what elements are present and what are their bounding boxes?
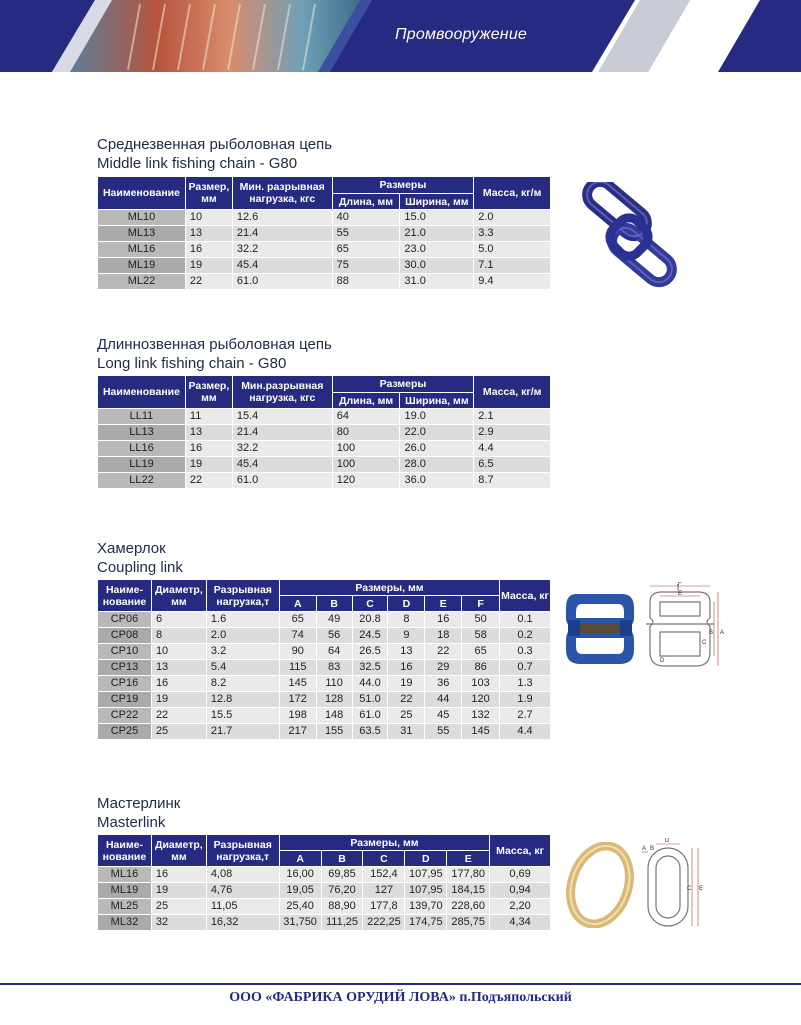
row-name-cell: ML19 <box>98 883 152 899</box>
title-en: Long link fishing chain - G80 <box>97 355 287 372</box>
col-c: C <box>363 851 405 867</box>
row-name-cell: ML25 <box>98 899 152 915</box>
table-cell: 63.5 <box>352 724 388 740</box>
table-cell: 16 <box>185 242 232 258</box>
col-c: C <box>352 596 388 612</box>
row-name-cell: ML16 <box>98 867 152 883</box>
diagram-label-c: C <box>702 640 707 646</box>
table-cell: 22 <box>185 473 232 489</box>
diagram-label-e: E <box>678 591 683 597</box>
table-row <box>98 425 551 441</box>
table-cell: 2,20 <box>490 899 551 915</box>
table-cell: 16 <box>151 867 206 883</box>
title-ru: Хамерлок <box>97 540 166 557</box>
table-cell: 19 <box>185 258 232 274</box>
table-cell: 2.1 <box>474 409 551 425</box>
row-name-cell: CP06 <box>98 612 152 628</box>
table-cell: 12.6 <box>232 210 332 226</box>
table-cell: 15.0 <box>400 210 474 226</box>
table-cell: 25 <box>151 899 206 915</box>
table-cell: 6 <box>151 612 206 628</box>
col-load: Мин. разрывная нагрузка, кгс <box>232 177 332 210</box>
middle-chain-table <box>97 176 551 290</box>
table-cell: 8 <box>388 612 425 628</box>
table-cell: 21.4 <box>232 425 332 441</box>
table-cell: 0.1 <box>500 612 551 628</box>
table-cell: 61.0 <box>352 708 388 724</box>
row-name-cell: ML19 <box>98 258 186 274</box>
table-cell: 132 <box>462 708 500 724</box>
title-ru: Среднезвенная рыболовная цепь <box>97 136 333 153</box>
table-cell: 100 <box>332 441 400 457</box>
row-name-cell: LL19 <box>98 457 186 473</box>
table-row <box>98 628 551 644</box>
table-cell: 16 <box>185 441 232 457</box>
col-name: Наиме-нование <box>98 580 152 612</box>
table-row <box>98 473 551 489</box>
table-row <box>98 867 551 883</box>
table-row <box>98 226 551 242</box>
table-cell: 217 <box>279 724 316 740</box>
diagram-label-e: E <box>699 886 704 892</box>
table-cell: 21.7 <box>206 724 279 740</box>
table-row <box>98 242 551 258</box>
col-dims: Размеры <box>332 177 474 194</box>
table-cell: 4,76 <box>206 883 279 899</box>
footer-divider <box>0 983 801 985</box>
table-cell: 80 <box>332 425 400 441</box>
title-en: Masterlink <box>97 814 166 831</box>
table-cell: 21.0 <box>400 226 474 242</box>
table-cell: 0,69 <box>490 867 551 883</box>
table-cell: 9 <box>388 628 425 644</box>
table-cell: 56 <box>316 628 352 644</box>
table-cell: 19.0 <box>400 409 474 425</box>
table-cell: 75 <box>332 258 400 274</box>
table-cell: 15.4 <box>232 409 332 425</box>
table-cell: 2.9 <box>474 425 551 441</box>
col-name: Наименование <box>98 376 186 409</box>
table-cell: 152,4 <box>363 867 405 883</box>
table-cell: 50 <box>462 612 500 628</box>
col-name: Наименование <box>98 177 186 210</box>
col-e: E <box>425 596 462 612</box>
table-cell: 13 <box>151 660 206 676</box>
table-cell: 32.2 <box>232 242 332 258</box>
row-name-cell: LL11 <box>98 409 186 425</box>
table-cell: 4,08 <box>206 867 279 883</box>
col-width: Ширина, мм <box>400 393 474 409</box>
table-cell: 51.0 <box>352 692 388 708</box>
diagram-label-d: D <box>665 838 670 844</box>
table-cell: 7.1 <box>474 258 551 274</box>
table-cell: 88,90 <box>321 899 363 915</box>
table-cell: 145 <box>279 676 316 692</box>
col-a: A <box>279 851 321 867</box>
table-cell: 172 <box>279 692 316 708</box>
table-cell: 55 <box>332 226 400 242</box>
table-cell: 127 <box>363 883 405 899</box>
table-cell: 8 <box>151 628 206 644</box>
table-cell: 55 <box>425 724 462 740</box>
table-cell: 20.8 <box>352 612 388 628</box>
table-cell: 64 <box>332 409 400 425</box>
col-a: A <box>279 596 316 612</box>
table-row <box>98 409 551 425</box>
table-row <box>98 612 551 628</box>
table-cell: 16 <box>425 612 462 628</box>
row-name-cell: ML16 <box>98 242 186 258</box>
table-cell: 26.0 <box>400 441 474 457</box>
table-cell: 110 <box>316 676 352 692</box>
col-length: Длина, мм <box>332 194 400 210</box>
table-cell: 1.9 <box>500 692 551 708</box>
table-cell: 90 <box>279 644 316 660</box>
table-row <box>98 274 551 290</box>
table-cell: 45.4 <box>232 457 332 473</box>
col-mass: Масса, кг <box>500 580 551 612</box>
table-cell: 2.7 <box>500 708 551 724</box>
row-name-cell: ML32 <box>98 915 152 931</box>
table-cell: 4,34 <box>490 915 551 931</box>
table-cell: 22 <box>185 274 232 290</box>
table-cell: 15.5 <box>206 708 279 724</box>
table-cell: 31 <box>388 724 425 740</box>
table-cell: 3.3 <box>474 226 551 242</box>
col-diam: Диаметр, мм <box>151 835 206 867</box>
table-cell: 36 <box>425 676 462 692</box>
table-cell: 22 <box>388 692 425 708</box>
table-cell: 3.2 <box>206 644 279 660</box>
table-cell: 120 <box>462 692 500 708</box>
table-cell: 103 <box>462 676 500 692</box>
table-cell: 5.0 <box>474 242 551 258</box>
header-banner <box>0 0 801 72</box>
middle-chain-title <box>97 135 332 173</box>
table-cell: 32 <box>151 915 206 931</box>
table-cell: 120 <box>332 473 400 489</box>
table-row <box>98 692 551 708</box>
table-cell: 16,32 <box>206 915 279 931</box>
row-name-cell: CP08 <box>98 628 152 644</box>
title-ru: Длиннозвенная рыболовная цепь <box>97 336 332 353</box>
table-cell: 13 <box>185 226 232 242</box>
table-cell: 0.7 <box>500 660 551 676</box>
col-mass: Масса, кг/м <box>474 376 551 409</box>
title-en: Middle link fishing chain - G80 <box>97 155 298 172</box>
col-dims: Размеры <box>332 376 474 393</box>
table-row <box>98 457 551 473</box>
col-dims: Размеры, мм <box>279 580 499 596</box>
diagram-label-b: B <box>709 630 714 636</box>
footer-company: ООО «ФАБРИКА ОРУДИЙ ЛОВА» п.Подъяпольский <box>229 990 572 1005</box>
masterlink-image <box>566 842 634 933</box>
table-cell: 26.5 <box>352 644 388 660</box>
table-row <box>98 210 551 226</box>
middle-chain-image <box>572 182 687 297</box>
row-name-cell: LL22 <box>98 473 186 489</box>
col-b: B <box>316 596 352 612</box>
masterlink-title <box>97 794 180 832</box>
diagram-label-a: A <box>720 630 725 636</box>
table-cell: 88 <box>332 274 400 290</box>
table-cell: 1.6 <box>206 612 279 628</box>
table-cell: 11,05 <box>206 899 279 915</box>
table-cell: 100 <box>332 457 400 473</box>
row-name-cell: CP13 <box>98 660 152 676</box>
col-d: D <box>388 596 425 612</box>
table-cell: 16 <box>151 676 206 692</box>
col-f: F <box>462 596 500 612</box>
table-cell: 32.2 <box>232 441 332 457</box>
diagram-label-f: F <box>678 582 682 587</box>
table-row <box>98 708 551 724</box>
masterlink-diagram <box>640 838 705 935</box>
table-cell: 65 <box>279 612 316 628</box>
table-cell: 21.4 <box>232 226 332 242</box>
table-cell: 28.0 <box>400 457 474 473</box>
table-cell: 139,70 <box>405 899 447 915</box>
table-cell: 61.0 <box>232 274 332 290</box>
table-cell: 65 <box>332 242 400 258</box>
table-cell: 40 <box>332 210 400 226</box>
table-cell: 45 <box>425 708 462 724</box>
table-cell: 49 <box>316 612 352 628</box>
diagram-label-a: A <box>642 846 647 852</box>
table-cell: 228,60 <box>447 899 490 915</box>
table-cell: 2.0 <box>474 210 551 226</box>
title-ru: Мастерлинк <box>97 795 181 812</box>
table-cell: 25 <box>151 724 206 740</box>
diagram-label-d: D <box>660 658 665 664</box>
table-cell: 36.0 <box>400 473 474 489</box>
row-name-cell: ML10 <box>98 210 186 226</box>
table-cell: 45.4 <box>232 258 332 274</box>
masterlink-table <box>97 834 551 931</box>
table-cell: 128 <box>316 692 352 708</box>
table-row <box>98 644 551 660</box>
col-dims: Размеры, мм <box>279 835 490 851</box>
table-cell: 86 <box>462 660 500 676</box>
table-cell: 19 <box>185 457 232 473</box>
col-d: D <box>405 851 447 867</box>
table-cell: 22 <box>425 644 462 660</box>
table-cell: 8.2 <box>206 676 279 692</box>
table-cell: 19 <box>151 692 206 708</box>
table-row <box>98 441 551 457</box>
table-cell: 177,8 <box>363 899 405 915</box>
long-chain-title <box>97 335 332 373</box>
col-size: Размер, мм <box>185 376 232 409</box>
table-cell: 61.0 <box>232 473 332 489</box>
table-cell: 25 <box>388 708 425 724</box>
table-cell: 0,94 <box>490 883 551 899</box>
row-name-cell: CP25 <box>98 724 152 740</box>
table-cell: 29 <box>425 660 462 676</box>
table-row <box>98 258 551 274</box>
row-name-cell: CP19 <box>98 692 152 708</box>
table-cell: 145 <box>462 724 500 740</box>
table-cell: 4.4 <box>474 441 551 457</box>
table-cell: 16,00 <box>279 867 321 883</box>
col-mass: Масса, кг/м <box>474 177 551 210</box>
table-cell: 19 <box>388 676 425 692</box>
table-cell: 111,25 <box>321 915 363 931</box>
table-cell: 19 <box>151 883 206 899</box>
table-cell: 285,75 <box>447 915 490 931</box>
long-chain-table <box>97 375 551 489</box>
table-row <box>98 883 551 899</box>
table-row <box>98 660 551 676</box>
table-cell: 16 <box>388 660 425 676</box>
table-cell: 107,95 <box>405 883 447 899</box>
table-cell: 10 <box>151 644 206 660</box>
row-name-cell: LL13 <box>98 425 186 441</box>
col-length: Длина, мм <box>332 393 400 409</box>
row-name-cell: LL16 <box>98 441 186 457</box>
table-row <box>98 915 551 931</box>
table-cell: 13 <box>388 644 425 660</box>
table-cell: 23.0 <box>400 242 474 258</box>
table-cell: 19,05 <box>279 883 321 899</box>
table-cell: 107,95 <box>405 867 447 883</box>
table-cell: 24.5 <box>352 628 388 644</box>
diagram-label-c: C <box>687 886 692 892</box>
row-name-cell: ML13 <box>98 226 186 242</box>
table-cell: 174,75 <box>405 915 447 931</box>
col-diam: Диаметр, мм <box>151 580 206 612</box>
table-row <box>98 899 551 915</box>
table-cell: 83 <box>316 660 352 676</box>
col-mass: Масса, кг <box>490 835 551 867</box>
col-width: Ширина, мм <box>400 194 474 210</box>
table-cell: 4.4 <box>500 724 551 740</box>
table-cell: 13 <box>185 425 232 441</box>
table-cell: 12.8 <box>206 692 279 708</box>
table-cell: 30.0 <box>400 258 474 274</box>
table-cell: 22.0 <box>400 425 474 441</box>
col-e: E <box>447 851 490 867</box>
table-cell: 198 <box>279 708 316 724</box>
table-cell: 18 <box>425 628 462 644</box>
table-cell: 222,25 <box>363 915 405 931</box>
table-cell: 8.7 <box>474 473 551 489</box>
table-cell: 44 <box>425 692 462 708</box>
table-cell: 31,750 <box>279 915 321 931</box>
table-cell: 5.4 <box>206 660 279 676</box>
col-load: Мин.разрывная нагрузка, кгс <box>232 376 332 409</box>
table-cell: 0.3 <box>500 644 551 660</box>
table-cell: 1.3 <box>500 676 551 692</box>
table-cell: 58 <box>462 628 500 644</box>
col-load: Разрывная нагрузка,т <box>206 580 279 612</box>
table-row <box>98 676 551 692</box>
row-name-cell: CP22 <box>98 708 152 724</box>
table-cell: 2.0 <box>206 628 279 644</box>
table-cell: 184,15 <box>447 883 490 899</box>
coupling-link-table <box>97 579 551 740</box>
col-load: Разрывная нагрузка,т <box>206 835 279 867</box>
row-name-cell: ML22 <box>98 274 186 290</box>
table-cell: 9.4 <box>474 274 551 290</box>
table-cell: 0.2 <box>500 628 551 644</box>
row-name-cell: CP10 <box>98 644 152 660</box>
col-size: Размер, мм <box>185 177 232 210</box>
table-row <box>98 724 551 740</box>
row-name-cell: CP16 <box>98 676 152 692</box>
table-cell: 10 <box>185 210 232 226</box>
coupling-link-diagram <box>638 582 728 679</box>
table-cell: 31.0 <box>400 274 474 290</box>
table-cell: 65 <box>462 644 500 660</box>
col-b: B <box>321 851 363 867</box>
table-cell: 22 <box>151 708 206 724</box>
table-cell: 177,80 <box>447 867 490 883</box>
coupling-link-image <box>562 588 637 675</box>
title-en: Coupling link <box>97 559 183 576</box>
table-cell: 74 <box>279 628 316 644</box>
table-cell: 76,20 <box>321 883 363 899</box>
diagram-label-b: B <box>650 846 655 852</box>
table-cell: 25,40 <box>279 899 321 915</box>
table-cell: 6.5 <box>474 457 551 473</box>
table-cell: 69,85 <box>321 867 363 883</box>
col-name: Наиме-нование <box>98 835 152 867</box>
table-cell: 32.5 <box>352 660 388 676</box>
coupling-link-title <box>97 539 183 577</box>
table-cell: 148 <box>316 708 352 724</box>
table-cell: 155 <box>316 724 352 740</box>
table-cell: 64 <box>316 644 352 660</box>
header-title: Промвооружение <box>395 26 528 43</box>
table-cell: 115 <box>279 660 316 676</box>
table-cell: 11 <box>185 409 232 425</box>
table-cell: 44.0 <box>352 676 388 692</box>
